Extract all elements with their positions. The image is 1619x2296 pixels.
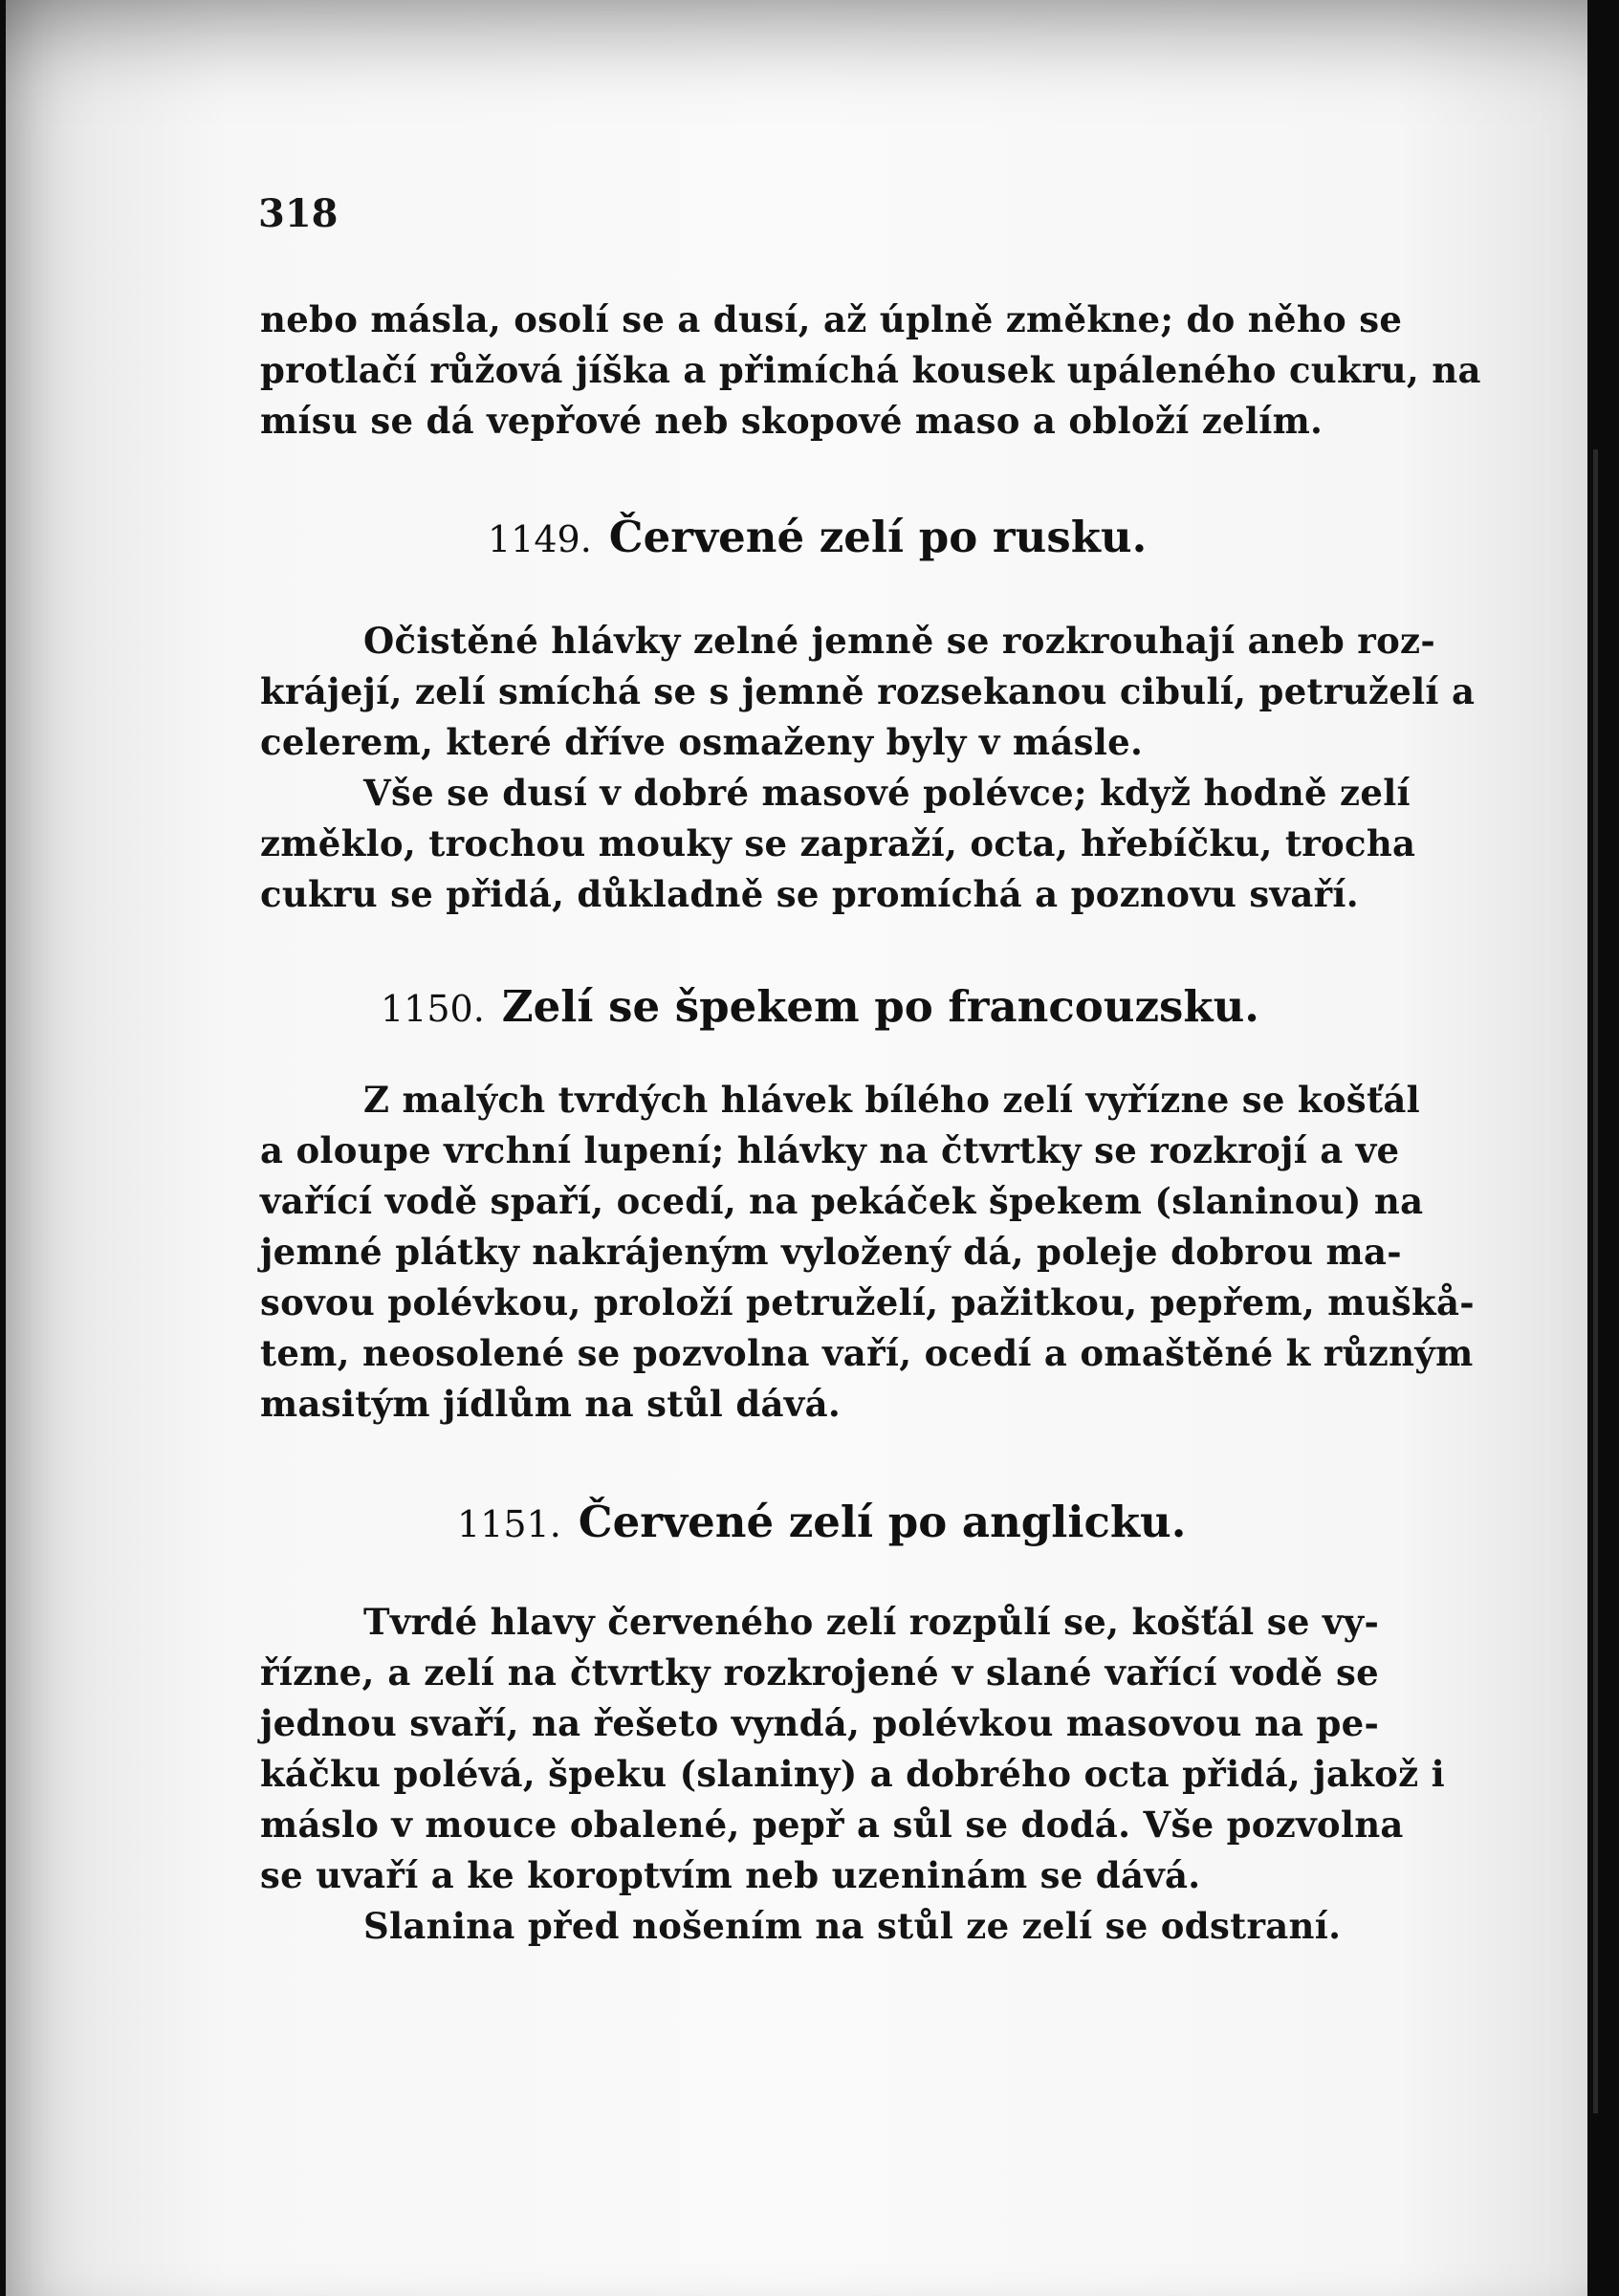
text-line: Tvrdé hlavy červeného zelí rozpůlí se, košťál se vy-	[363, 1601, 1380, 1643]
text-line: tem, neosolené se pozvolna vaří, ocedí a omaštěné k různým	[260, 1332, 1474, 1374]
text-line: se uvaří a ke koroptvím neb uzeninám se dává.	[260, 1854, 1201, 1896]
recipe-number: 1150.	[381, 988, 485, 1030]
recipe-heading-1149	[488, 512, 1147, 562]
text-line: masitým jídlům na stůl dává.	[260, 1383, 842, 1425]
text-line: nebo másla, osolí se a dusí, až úplně změkne; do něho se	[260, 298, 1403, 340]
text-line: jemné plátky nakrájeným vyložený dá, poleje dobrou ma-	[260, 1231, 1402, 1273]
text-line: řízne, a zelí na čtvrtky rozkrojené v slané vařící vodě se	[260, 1651, 1379, 1694]
recipe-title: Červené zelí po rusku.	[608, 512, 1148, 562]
recipe-body-1150	[260, 1075, 1475, 1430]
recipe-body-1149	[260, 616, 1476, 920]
text-line: celerem, které dříve osmaženy byly v másle.	[260, 721, 1144, 763]
recipe-body-1151	[260, 1597, 1445, 1952]
text-line: Očistěné hlávky zelné jemně se rozkrouhají aneb roz-	[363, 620, 1436, 662]
text-line: Slanina před nošením na stůl ze zelí se odstraní.	[363, 1905, 1342, 1947]
recipe-heading-1151	[457, 1497, 1186, 1547]
recipe-title: Červené zelí po anglicku.	[578, 1497, 1187, 1547]
recipe-number: 1149.	[488, 518, 592, 560]
intro-paragraph	[260, 295, 1481, 447]
recipe-number: 1151.	[457, 1503, 561, 1545]
recipe-title: Zelí se špekem po francouzsku.	[501, 981, 1259, 1032]
text-line: cukru se přidá, důkladně se promíchá a poznovu svaří.	[260, 873, 1359, 915]
text-line: Vše se dusí v dobré masové polévce; když hodně zelí	[363, 772, 1411, 814]
text-line: máslo v mouce obalené, pepř a sůl se dodá. Vše pozvolna	[260, 1804, 1404, 1846]
text-line: Z malých tvrdých hlávek bílého zelí vyřízne se košťál	[363, 1079, 1420, 1121]
text-line: mísu se dá vepřové neb skopové maso a obloží zelím.	[260, 400, 1324, 442]
page-edge-shadow	[1593, 449, 1598, 2113]
text-line: krájejí, zelí smíchá se s jemně rozsekanou cibulí, petruželí a	[260, 670, 1476, 712]
text-line: protlačí růžová jíška a přimíchá kousek upáleného cukru, na	[260, 349, 1481, 391]
text-line: káčku polévá, špeku (slaniny) a dobrého octa přidá, jakož i	[260, 1753, 1445, 1795]
text-line: vařící vodě spaří, ocedí, na pekáček špekem (slaninou) na	[260, 1180, 1424, 1222]
text-line: a oloupe vrchní lupení; hlávky na čtvrtky se rozkrojí a ve	[260, 1129, 1400, 1171]
text-line: změklo, trochou mouky se zapraží, octa, hřebíčku, trocha	[260, 822, 1416, 864]
recipe-heading-1150	[381, 981, 1259, 1032]
page-number: 318	[258, 191, 339, 236]
text-line: sovou polévkou, proloží petruželí, pažitkou, pepřem, muškå-	[260, 1281, 1475, 1323]
text-line: jednou svaří, na řešeto vyndá, polévkou masovou na pe-	[260, 1702, 1380, 1744]
